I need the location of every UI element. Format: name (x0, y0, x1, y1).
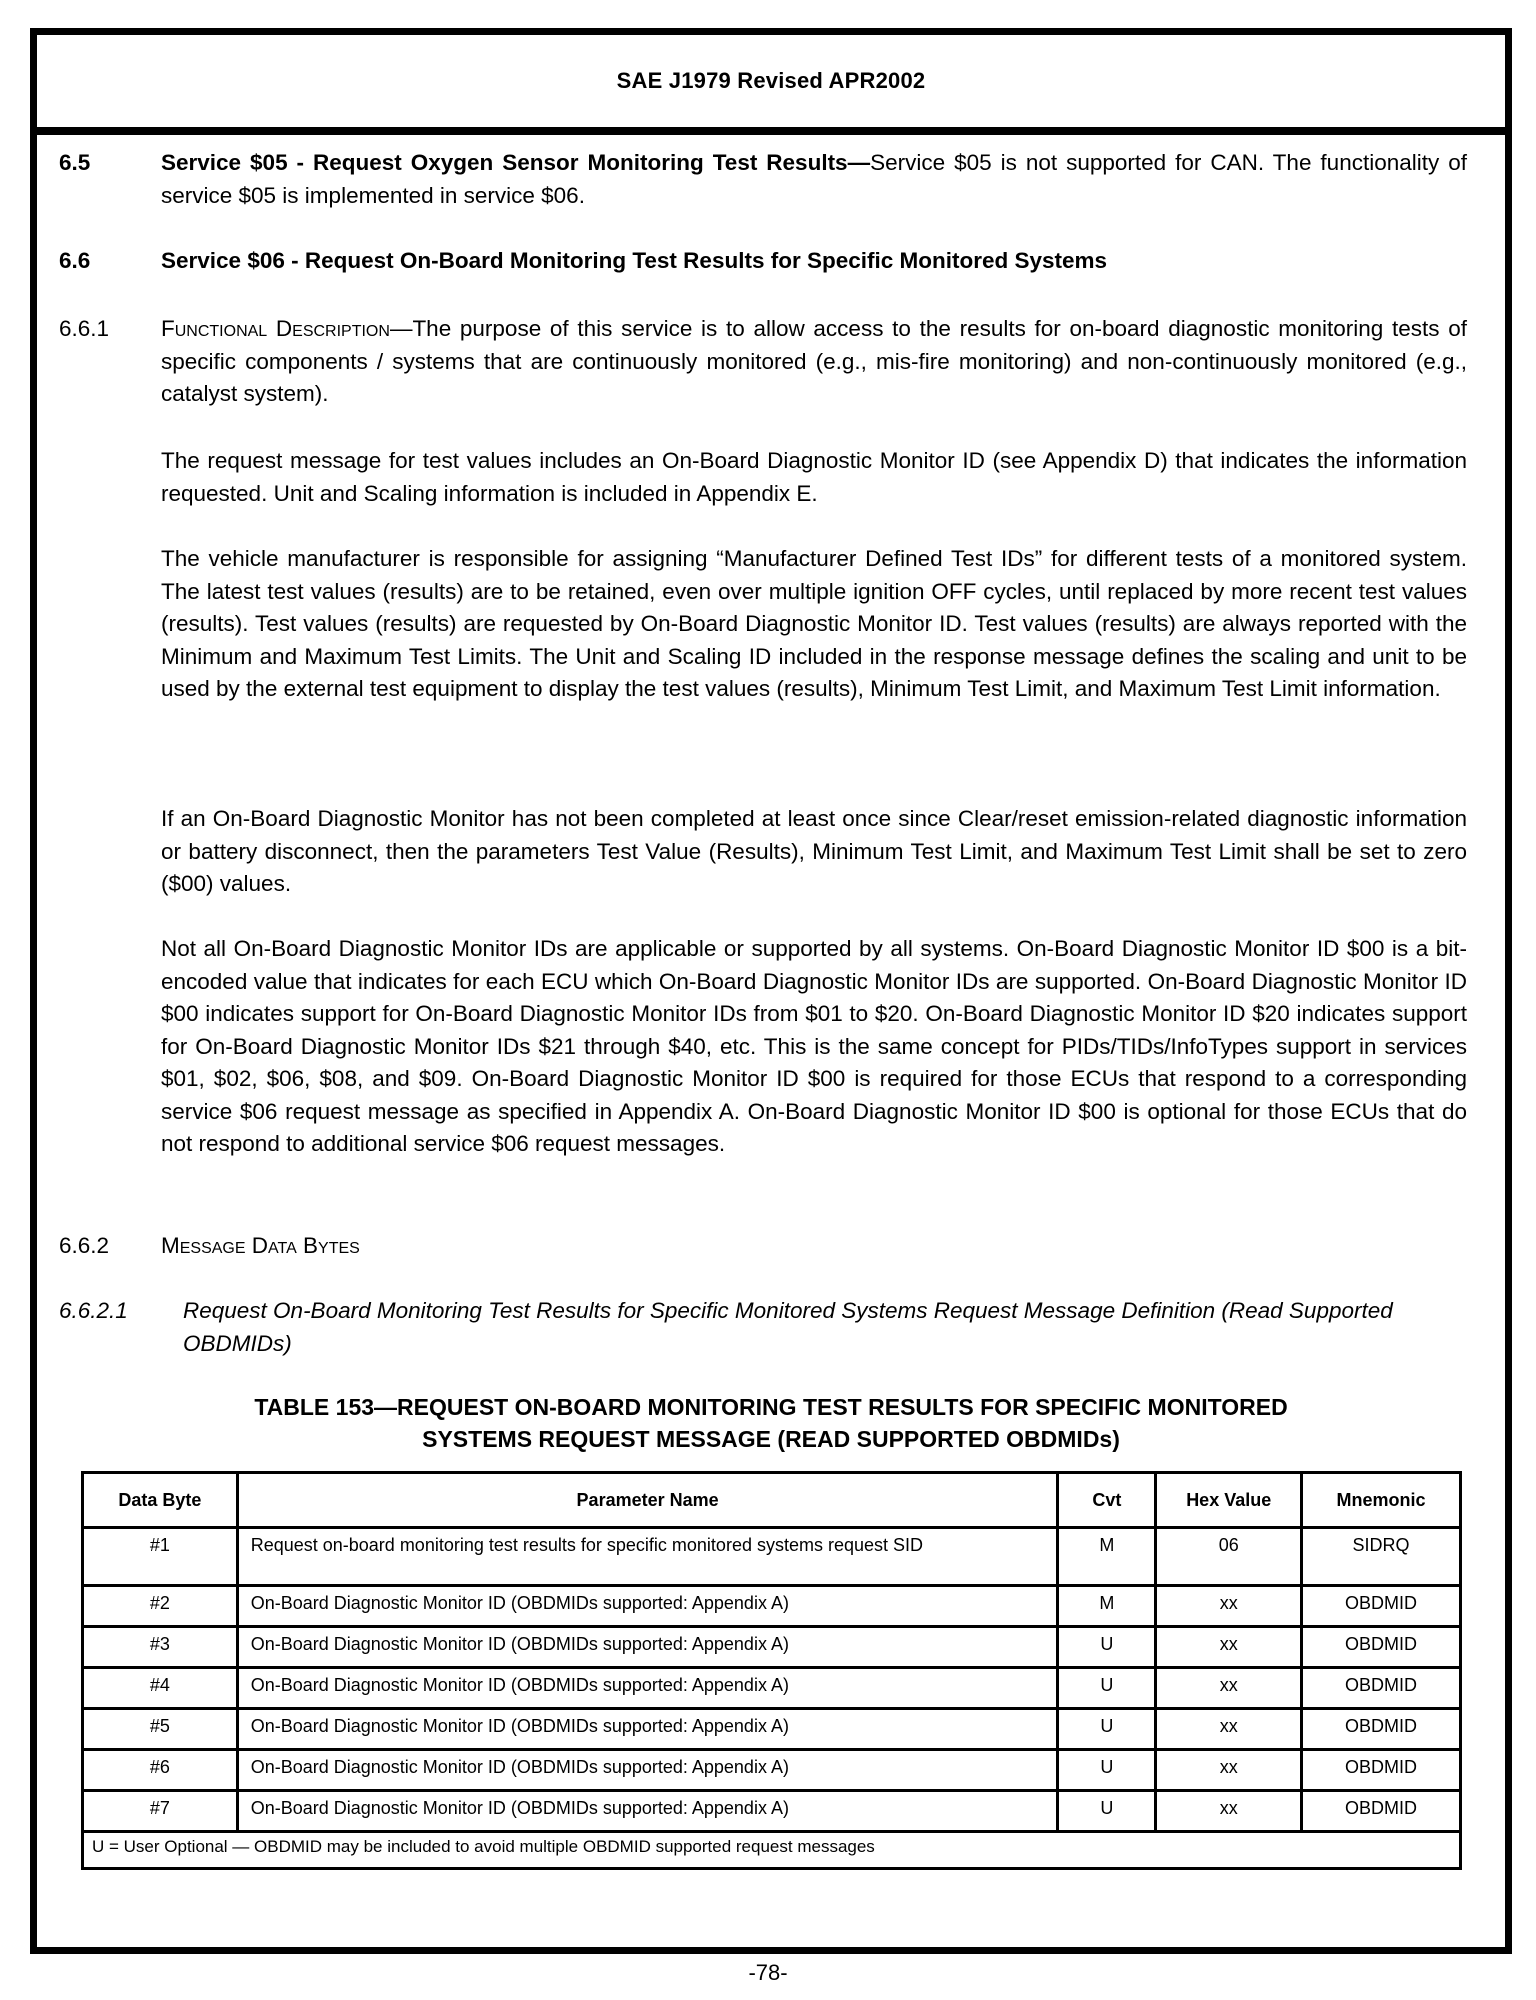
section-6-6-1 (37, 313, 1505, 413)
page-number: -78- (748, 1960, 788, 1985)
section-title: Service $05 - Request Oxygen Sensor Monitoring Test Results (161, 150, 848, 175)
table-footnote-row (83, 1832, 1461, 1869)
section-number: 6.6 (59, 248, 91, 273)
em-dash: — (847, 150, 871, 175)
section-number: 6.6.1 (59, 316, 110, 341)
mnemonic-cell: SIDRQ (1302, 1528, 1461, 1586)
mnemonic-cell: OBDMID (1302, 1709, 1461, 1750)
table-title (37, 1391, 1505, 1455)
hex-value-cell: xx (1156, 1668, 1302, 1709)
table-row (83, 1627, 1461, 1668)
section-body (161, 147, 1467, 212)
data-byte-cell: #1 (83, 1528, 238, 1586)
table-row (83, 1750, 1461, 1791)
mnemonic-cell: OBDMID (1302, 1750, 1461, 1791)
parameter-name-cell: On-Board Diagnostic Monitor ID (OBDMIDs supported: Appendix A) (237, 1627, 1058, 1668)
section-6-6-2-1 (37, 1295, 1505, 1365)
cvt-cell: U (1058, 1709, 1156, 1750)
table-footnote: U = User Optional — OBDMID may be included to avoid multiple OBDMID supported request messages (83, 1832, 1461, 1869)
column-header-data-byte: Data Byte (83, 1473, 238, 1528)
paragraph: The purpose of this service is to allow access to the results for on-board diagnostic monitoring tests of specific components / systems that are continuously monitored (e.g., mis-fire monitoring) and non-continuously monitored (e.g., catalyst system). (161, 316, 1467, 406)
table-title-line-2: SYSTEMS REQUEST MESSAGE (READ SUPPORTED OBDMIDs) (422, 1426, 1120, 1452)
hex-value-cell: xx (1156, 1709, 1302, 1750)
table-row (83, 1709, 1461, 1750)
column-header-mnemonic: Mnemonic (1302, 1473, 1461, 1528)
paragraph: The vehicle manufacturer is responsible for assigning “Manufacturer Defined Test IDs” for different tests of a monitored system. The latest test values (results) are to be retained, even over multiple ignition OFF cycles, until replaced by more recent test values (results). Test values (results) are requested by On-Board Diagnostic Monitor ID. Test values (results) are always reported with the Minimum and Maximum Test Limits. The Unit and Scaling ID included in the response message defines the scaling and unit to be used by the external test equipment to display the test values (results), Minimum Test Limit, and Maximum Test Limit information. (161, 546, 1467, 701)
table-row (83, 1668, 1461, 1709)
paragraph: If an On-Board Diagnostic Monitor has not been completed at least once since Clear/reset emission-related diagnostic information or battery disconnect, then the parameters Test Value (Results), Minimum Test Limit, and Maximum Test Limit shall be set to zero ($00) values. (161, 806, 1467, 896)
paragraph: The request message for test values includes an On-Board Diagnostic Monitor ID (see Appendix D) that indicates the information requested. Unit and Scaling information is included in Appendix E. (161, 448, 1467, 506)
mnemonic-cell: OBDMID (1302, 1668, 1461, 1709)
parameter-name-cell: On-Board Diagnostic Monitor ID (OBDMIDs supported: Appendix A) (237, 1750, 1058, 1791)
section-body (161, 313, 1467, 411)
hex-value-cell: xx (1156, 1586, 1302, 1627)
table-row (83, 1586, 1461, 1627)
hex-value-cell: xx (1156, 1750, 1302, 1791)
page-frame (30, 28, 1512, 1954)
cvt-cell: U (1058, 1627, 1156, 1668)
mnemonic-cell: OBDMID (1302, 1627, 1461, 1668)
cvt-cell: M (1058, 1586, 1156, 1627)
section-title: Message Data Bytes (161, 1233, 360, 1258)
data-byte-cell: #3 (83, 1627, 238, 1668)
hex-value-cell: xx (1156, 1627, 1302, 1668)
parameter-name-cell: On-Board Diagnostic Monitor ID (OBDMIDs supported: Appendix A) (237, 1668, 1058, 1709)
data-byte-cell: #7 (83, 1791, 238, 1832)
section-number: 6.6.2.1 (59, 1298, 128, 1323)
parameter-name-cell: On-Board Diagnostic Monitor ID (OBDMIDs supported: Appendix A) (237, 1709, 1058, 1750)
mnemonic-cell: OBDMID (1302, 1791, 1461, 1832)
section-title: Functional Description (161, 316, 390, 341)
hex-value-cell: xx (1156, 1791, 1302, 1832)
section-6-6 (37, 245, 1505, 279)
mnemonic-cell: OBDMID (1302, 1586, 1461, 1627)
section-number: 6.6.2 (59, 1233, 110, 1258)
table-header-row (83, 1473, 1461, 1528)
section-title: Request On-Board Monitoring Test Results for Specific Monitored Systems Request Message Definition (Read Supported OBDMIDs) (183, 1298, 1393, 1356)
data-byte-cell: #5 (83, 1709, 238, 1750)
data-byte-cell: #4 (83, 1668, 238, 1709)
table-row (83, 1528, 1461, 1586)
column-header-cvt: Cvt (1058, 1473, 1156, 1528)
section-6-6-2 (37, 1230, 1505, 1264)
parameter-name-cell: On-Board Diagnostic Monitor ID (OBDMIDs supported: Appendix A) (237, 1586, 1058, 1627)
cvt-cell: U (1058, 1791, 1156, 1832)
table-row (83, 1791, 1461, 1832)
section-text: Service $05 is not supported for CAN. The functionality of service $05 is implemented in service $06. (161, 150, 1467, 208)
parameter-name-cell: Request on-board monitoring test results for specific monitored systems request SID (237, 1528, 1058, 1586)
column-header-hex-value: Hex Value (1156, 1473, 1302, 1528)
paragraph: Not all On-Board Diagnostic Monitor IDs are applicable or supported by all systems. On-Board Diagnostic Monitor ID $00 is a bit-encoded value that indicates for each ECU which On-Board Diagnostic Monitor IDs are supported. On-Board Diagnostic Monitor ID $00 indicates support for On-Board Diagnostic Monitor IDs from $01 to $20. On-Board Diagnostic Monitor ID $20 indicates support for On-Board Diagnostic Monitor IDs $21 through $40, etc. This is the same concept for PIDs/TIDs/InfoTypes support in services $01, $02, $06, $08, and $09. On-Board Diagnostic Monitor ID $00 is required for those ECUs that respond to a corresponding service $06 request message as specified in Appendix A. On-Board Diagnostic Monitor ID $00 is optional for those ECUs that do not respond to additional service $06 request messages. (161, 936, 1467, 1156)
cvt-cell: U (1058, 1668, 1156, 1709)
section-6-5 (37, 147, 1505, 217)
document-title: SAE J1979 Revised APR2002 (616, 68, 926, 93)
data-byte-cell: #6 (83, 1750, 238, 1791)
hex-value-cell: 06 (1156, 1528, 1302, 1586)
request-message-table (81, 1471, 1462, 1870)
column-header-parameter-name: Parameter Name (237, 1473, 1058, 1528)
section-number: 6.5 (59, 150, 91, 175)
data-byte-cell: #2 (83, 1586, 238, 1627)
section-title: Service $06 - Request On-Board Monitoring Test Results for Specific Monitored Systems (161, 248, 1108, 273)
em-dash: — (389, 316, 413, 341)
parameter-name-cell: On-Board Diagnostic Monitor ID (OBDMIDs supported: Appendix A) (237, 1791, 1058, 1832)
table-title-line-1: TABLE 153—REQUEST ON-BOARD MONITORING TEST RESULTS FOR SPECIFIC MONITORED (254, 1394, 1288, 1420)
page-header (37, 35, 1505, 135)
cvt-cell: M (1058, 1528, 1156, 1586)
cvt-cell: U (1058, 1750, 1156, 1791)
